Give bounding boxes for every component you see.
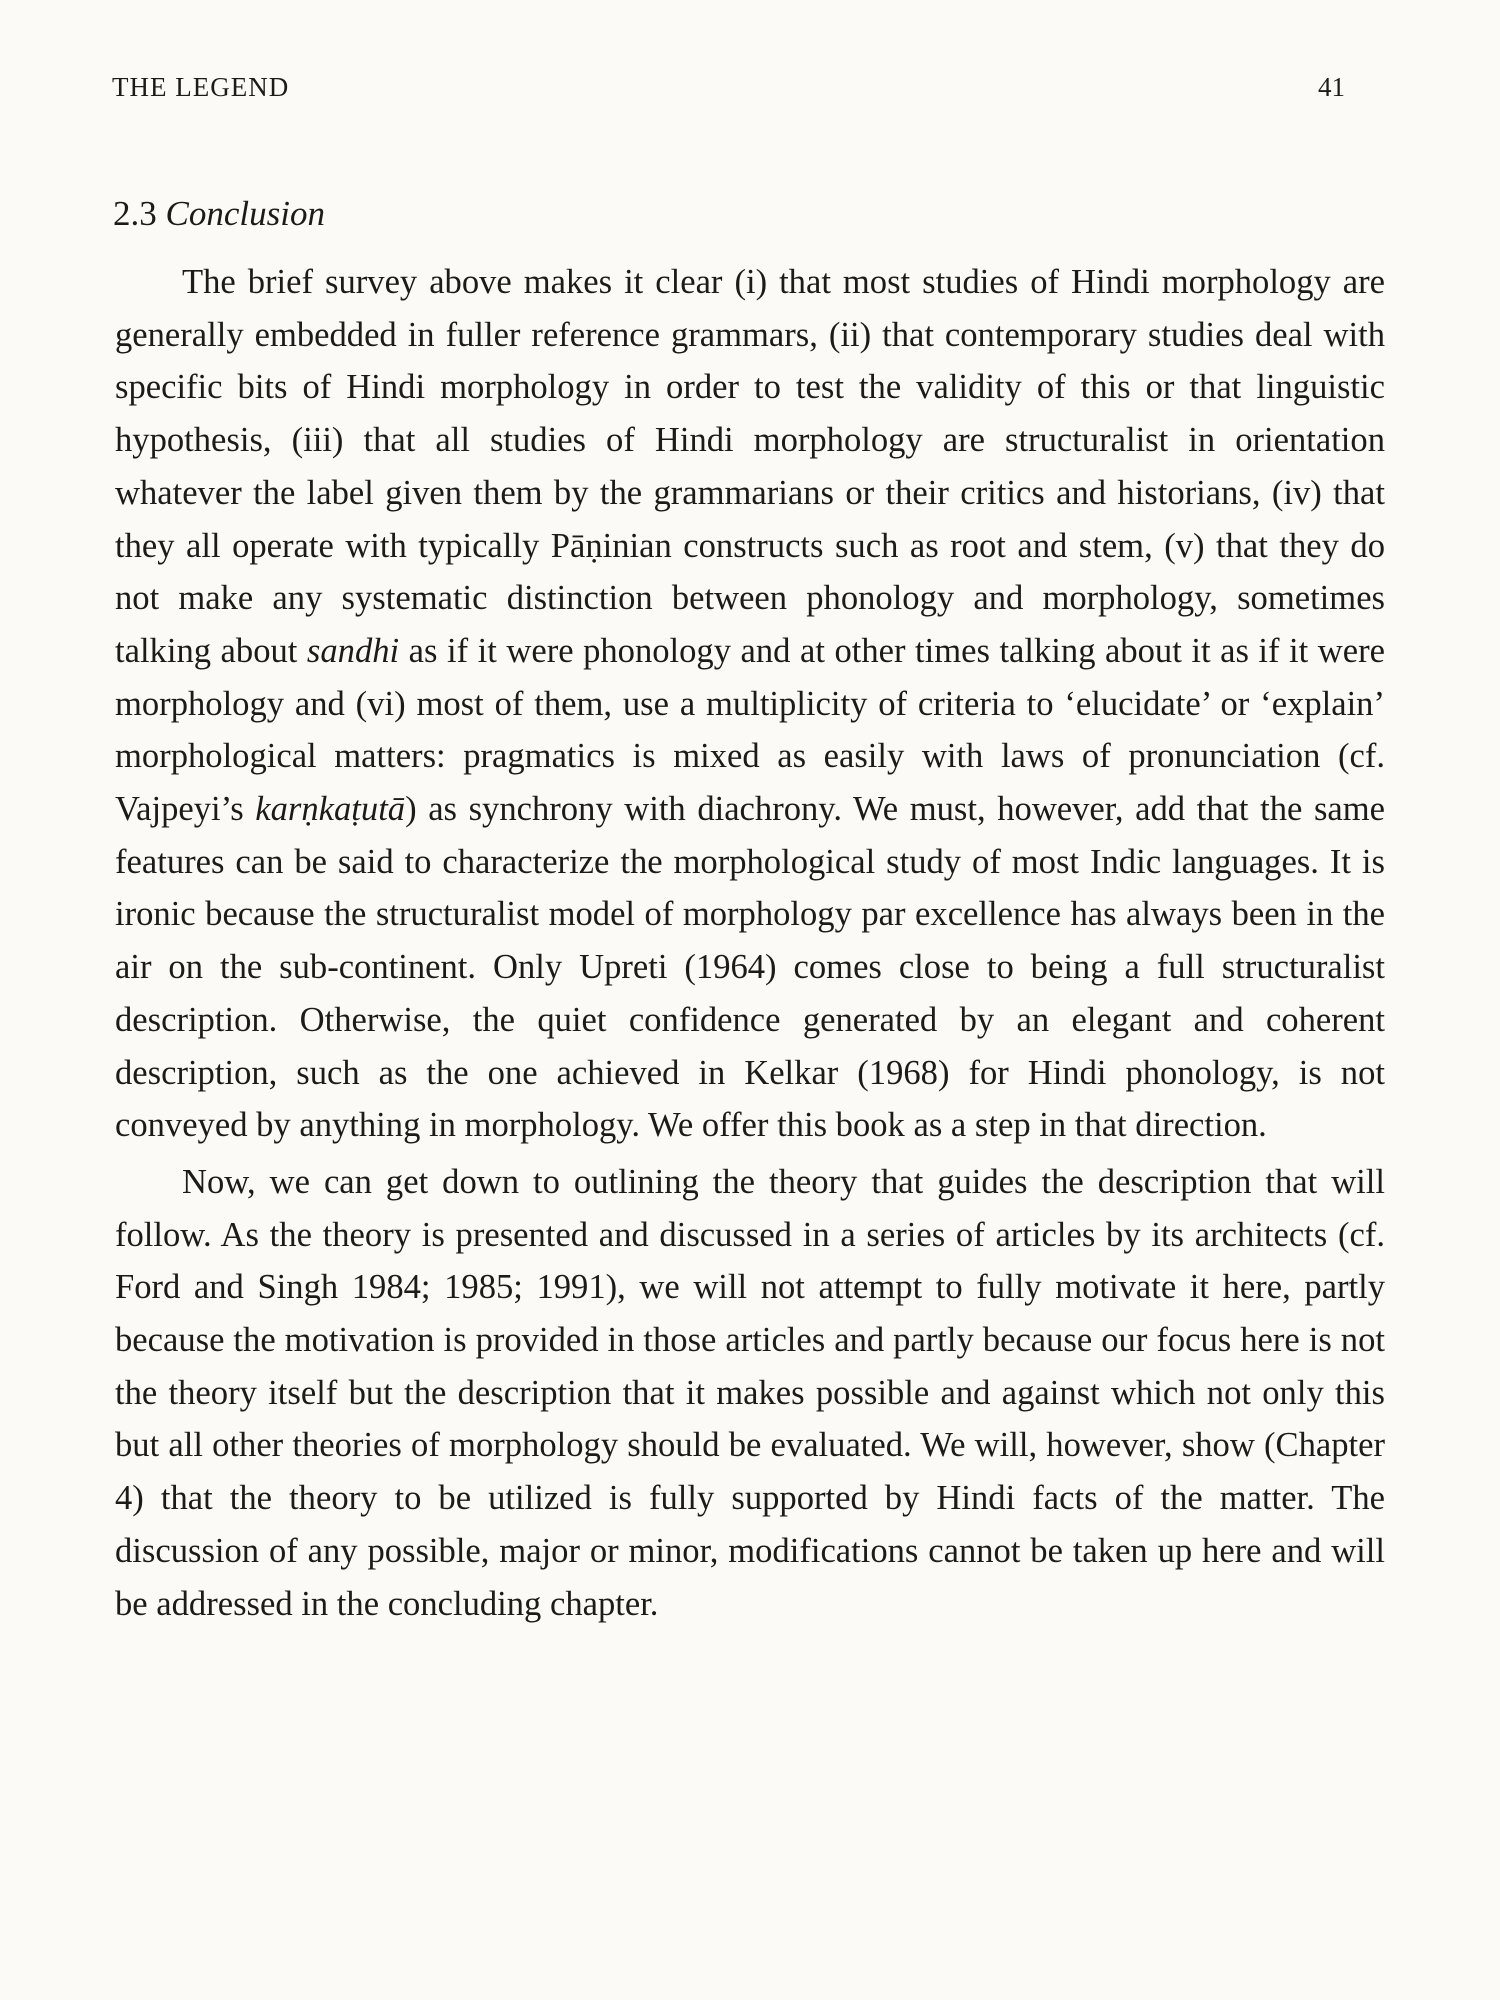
body-text: [115, 256, 1385, 1630]
paragraph1-text-b: as if it were phonology and at other times talking about it as if it were morphology and (vi) most of them, use a multiplicity of criteria to ‘elucidate’ or ‘explain’ morphological matters: pragmatics is mixed as easily with laws of pronunciation (cf. Vajpeyi’s: [115, 631, 1385, 829]
paragraph-conclusion-survey: [115, 256, 1385, 1152]
term-karnkatuta: karṇkaṭutā: [255, 790, 406, 829]
section-heading: [113, 194, 325, 234]
running-head: THE LEGEND: [112, 72, 290, 102]
page-number: 41: [1318, 72, 1345, 102]
section-title: Conclusion: [165, 194, 325, 233]
section-number: 2.3: [113, 194, 157, 233]
paragraph1-text-a: The brief survey above makes it clear (i) that most studies of Hindi morphology are generally embedded in fuller reference grammars, (ii) that contemporary studies deal with specific bits of Hindi morphology in order to test the validity of this or that linguistic hypothesis, (iii) that all studies of Hindi morphology are structuralist in orientation whatever the label given them by the grammarians or their critics and historians, (iv) that they all operate with typically Pāṇinian constructs such as root and stem, (v) that they do not make any systematic distinction between phonology and morphology, sometimes talking about: [115, 263, 1385, 670]
term-sandhi: sandhi: [306, 631, 400, 670]
paragraph-theory-outline: Now, we can get down to outlining the theory that guides the description that will follow. As the theory is presented and discussed in a series of articles by its architects (cf. Ford and Singh 1984; 1985; 1991), we will not attempt to fully motivate it here, partly because the motivation is provided in those articles and partly because our focus here is not the theory itself but the description that it makes possible and against which not only this but all other theories of morphology should be evaluated. We will, however, show (Chapter 4) that the theory to be utilized is fully supported by Hindi facts of the matter. The discussion of any possible, major or minor, modifications cannot be taken up here and will be addressed in the concluding chapter.: [115, 1162, 1385, 1623]
paragraph1-text-c: ) as synchrony with diachrony. We must, however, add that the same features can be said to characterize the morphological study of most Indic languages. It is ironic because the structuralist model of morphology par excellence has always been in the air on the sub-continent. Only Upreti (1964) comes close to being a full structuralist description. Otherwise, the quiet confidence generated by an elegant and coherent description, such as the one achieved in Kelkar (1968) for Hindi phonology, is not conveyed by anything in morphology. We offer this book as a step in that direction.: [115, 790, 1385, 1145]
